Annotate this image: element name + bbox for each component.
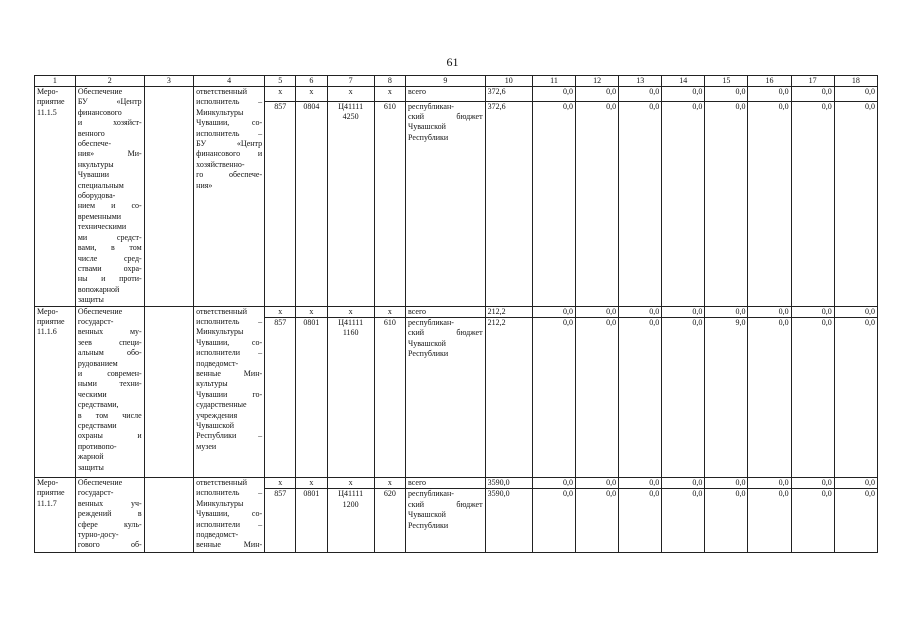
budget-code-cell: x [327, 306, 374, 317]
year-amount-cell: 0,0 [748, 477, 791, 488]
year-amount-cell: 0,0 [662, 87, 705, 102]
year-amount-cell: 0,0 [662, 101, 705, 306]
funding-source-cell: республикан- ский бюджет Чувашской Республики [406, 489, 486, 553]
header-cell: 16 [748, 76, 791, 87]
year-amount-cell: 0,0 [791, 87, 834, 102]
header-cell: 15 [705, 76, 748, 87]
header-cell: 5 [265, 76, 296, 87]
budget-code-cell: x [296, 477, 327, 488]
year-amount-cell: 0,0 [791, 306, 834, 317]
year-amount-cell: 0,0 [834, 477, 877, 488]
column-number-header [35, 76, 878, 87]
budget-code-cell: 0801 [296, 317, 327, 477]
year-amount-cell: 0,0 [576, 317, 619, 477]
year-amount-cell: 0,0 [532, 87, 575, 102]
amount-cell: 372,6 [485, 87, 532, 102]
funding-source-cell: всего [406, 306, 486, 317]
page-number: 61 [446, 55, 459, 69]
funding-source-cell: всего [406, 87, 486, 102]
budget-code-cell: x [296, 87, 327, 102]
year-amount-cell: 0,0 [576, 489, 619, 553]
year-amount-cell: 0,0 [619, 317, 662, 477]
target-article-cell: Ц41111 4250 [327, 101, 374, 306]
budget-code-cell: x [374, 306, 405, 317]
target-article-cell: Ц41111 1200 [327, 489, 374, 553]
budget-code-cell: x [374, 477, 405, 488]
measure-total-row [35, 306, 878, 317]
expense-type-cell: 610 [374, 317, 405, 477]
executor-cell: ответственный исполнитель – Минкультуры Чувашии, со- исполнитель – БУ «Центр финансового и хозяйственно- го обеспече- ния» [194, 87, 265, 307]
year-amount-cell: 0,0 [834, 489, 877, 553]
expense-type-cell: 620 [374, 489, 405, 553]
year-amount-cell: 0,0 [662, 477, 705, 488]
measure-id-cell: Меро- приятие 11.1.7 [35, 477, 76, 552]
year-amount-cell: 0,0 [576, 306, 619, 317]
year-amount-cell: 0,0 [748, 101, 791, 306]
measure-description-cell: Обеспечение БУ «Центр финансового и хозяйст- венного обеспече- ния» Ми- нкультуры Чувашии специальным оборудова- нием и со- временными техническими ми средст- вами, в том числе сред- ствами охра- ны и проти- вопожарной защиты [75, 87, 144, 307]
year-amount-cell: 0,0 [532, 101, 575, 306]
header-cell: 2 [75, 76, 144, 87]
empty-cell [144, 306, 193, 477]
year-amount-cell: 0,0 [834, 87, 877, 102]
header-cell: 10 [485, 76, 532, 87]
year-amount-cell: 0,0 [619, 477, 662, 488]
measure-description-cell: Обеспечение государст- венных уч- реждений в сфере куль- турно-досу- гового об- [75, 477, 144, 552]
year-amount-cell: 0,0 [576, 87, 619, 102]
year-amount-cell: 0,0 [619, 489, 662, 553]
budget-code-cell: x [327, 87, 374, 102]
year-amount-cell: 0,0 [834, 306, 877, 317]
year-amount-cell: 0,0 [705, 306, 748, 317]
header-cell: 18 [834, 76, 877, 87]
year-amount-cell: 0,0 [705, 489, 748, 553]
budget-code-cell: x [265, 306, 296, 317]
target-article-cell: Ц41111 1160 [327, 317, 374, 477]
measure-description-cell: Обеспечение государст- венных му- зеев специ- альным обо- рудованием и современ- ными техни- ческими средствами, в том числе средствами охраны и противопо- жарной защиты [75, 306, 144, 477]
budget-code-cell: x [296, 306, 327, 317]
measure-id-cell: Меро- приятие 11.1.5 [35, 87, 76, 307]
year-amount-cell: 9,0 [705, 317, 748, 477]
header-cell: 11 [532, 76, 575, 87]
budget-code-cell: x [265, 87, 296, 102]
funding-source-cell: всего [406, 477, 486, 488]
header-cell: 1 [35, 76, 76, 87]
amount-cell: 3590,0 [485, 477, 532, 488]
header-cell: 17 [791, 76, 834, 87]
header-cell: 13 [619, 76, 662, 87]
header-cell: 7 [327, 76, 374, 87]
year-amount-cell: 0,0 [748, 317, 791, 477]
year-amount-cell: 0,0 [619, 101, 662, 306]
budget-code-cell: x [265, 477, 296, 488]
executor-cell: ответственный исполнитель – Минкультуры Чувашии, со- исполнители – подведомст- венные Мин- [194, 477, 265, 552]
budget-code-cell: x [374, 87, 405, 102]
year-amount-cell: 0,0 [619, 87, 662, 102]
year-amount-cell: 0,0 [705, 101, 748, 306]
budget-code-cell: 857 [265, 489, 296, 553]
year-amount-cell: 0,0 [532, 489, 575, 553]
year-amount-cell: 0,0 [791, 477, 834, 488]
year-amount-cell: 0,0 [748, 87, 791, 102]
header-cell: 14 [662, 76, 705, 87]
year-amount-cell: 0,0 [791, 317, 834, 477]
amount-cell: 212,2 [485, 317, 532, 477]
year-amount-cell: 0,0 [834, 317, 877, 477]
header-cell: 6 [296, 76, 327, 87]
year-amount-cell: 0,0 [791, 101, 834, 306]
year-amount-cell: 0,0 [705, 477, 748, 488]
year-amount-cell: 0,0 [576, 101, 619, 306]
measure-total-row [35, 87, 878, 102]
header-cell: 3 [144, 76, 193, 87]
year-amount-cell: 0,0 [532, 317, 575, 477]
year-amount-cell: 0,0 [662, 306, 705, 317]
funding-source-cell: республикан- ский бюджет Чувашской Республики [406, 101, 486, 306]
measure-id-cell: Меро- приятие 11.1.6 [35, 306, 76, 477]
year-amount-cell: 0,0 [576, 477, 619, 488]
table-bottom-rule [34, 552, 878, 553]
year-amount-cell: 0,0 [748, 306, 791, 317]
empty-cell [144, 477, 193, 552]
header-cell: 4 [194, 76, 265, 87]
measure-total-row [35, 477, 878, 488]
amount-cell: 372,6 [485, 101, 532, 306]
year-amount-cell: 0,0 [532, 306, 575, 317]
empty-cell [144, 87, 193, 307]
amount-cell: 3590,0 [485, 489, 532, 553]
year-amount-cell: 0,0 [791, 489, 834, 553]
program-measures-table [34, 75, 878, 553]
amount-cell: 212,2 [485, 306, 532, 317]
year-amount-cell: 0,0 [532, 477, 575, 488]
header-cell: 8 [374, 76, 405, 87]
budget-code-cell: 857 [265, 101, 296, 306]
expense-type-cell: 610 [374, 101, 405, 306]
budget-code-cell: 857 [265, 317, 296, 477]
budget-code-cell: x [327, 477, 374, 488]
header-cell: 12 [576, 76, 619, 87]
year-amount-cell: 0,0 [662, 489, 705, 553]
year-amount-cell: 0,0 [705, 87, 748, 102]
executor-cell: ответственный исполнитель – Минкультуры Чувашии, со- исполнители – подведомст- венные Мин- культуры Чувашии го- сударственные учреждения Чувашской Республики – музеи [194, 306, 265, 477]
header-cell: 9 [406, 76, 486, 87]
budget-code-cell: 0801 [296, 489, 327, 553]
budget-code-cell: 0804 [296, 101, 327, 306]
year-amount-cell: 0,0 [748, 489, 791, 553]
year-amount-cell: 0,0 [834, 101, 877, 306]
funding-source-cell: республикан- ский бюджет Чувашской Республики [406, 317, 486, 477]
year-amount-cell: 0,0 [619, 306, 662, 317]
year-amount-cell: 0,0 [662, 317, 705, 477]
